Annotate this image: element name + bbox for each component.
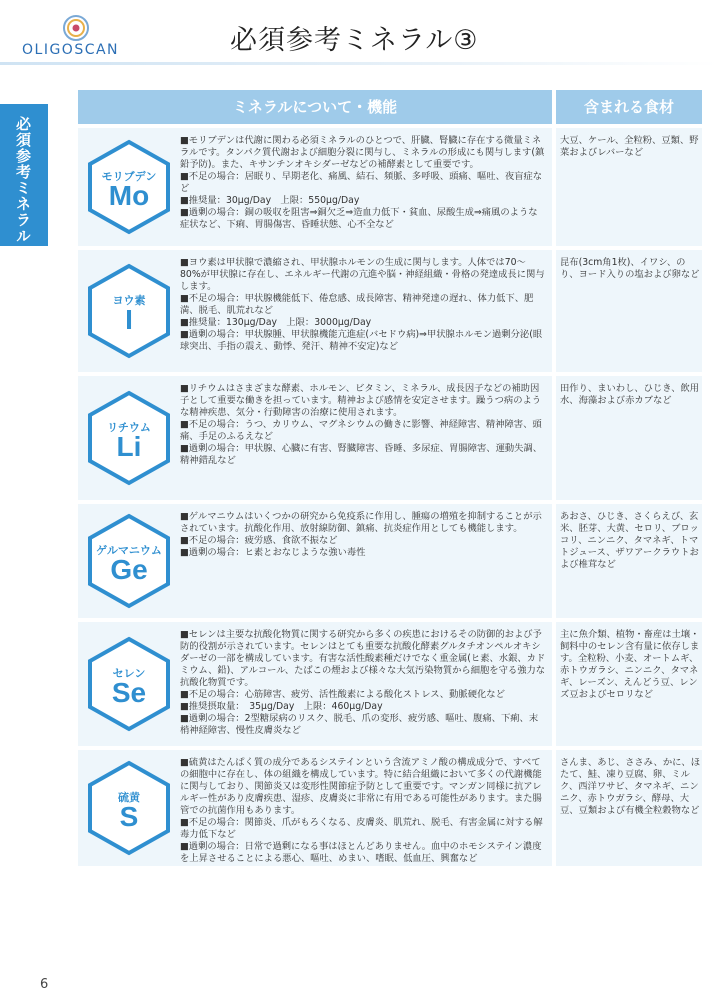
title-divider <box>0 62 718 65</box>
mineral-hexagon-badge <box>86 635 172 733</box>
header-mineral-function: ミネラルについて・機能 <box>78 90 552 124</box>
mineral-symbol: Li <box>116 431 142 462</box>
description-line: ■過剰の場合：2型糖尿病のリスク、脱毛、爪の変形、疲労感、嘔吐、腹痛、下痢、末梢神経障害、慢性皮膚炎など <box>180 713 539 736</box>
logo-text: OLIGOSCAN <box>22 42 120 58</box>
mineral-row-iodine <box>78 250 702 372</box>
mineral-description <box>180 257 546 353</box>
description-line: ■過剰の場合：銅の吸収を阻害⇒銅欠乏⇒造血力低下・貧血、尿酸生成⇒痛風のような症状など、下痢、胃腸傷害、昏睡状態、心不全など <box>180 207 538 230</box>
oligoscan-logo <box>22 14 132 56</box>
description-line: ■ヨウ素は甲状腺で濃縮され、甲状腺ホルモンの生成に関与します。人体では70～80%が甲状腺に存在し、エネルギー代謝の亢進や脳・神経組織・骨格の発達成長に関与します。 <box>180 257 545 292</box>
mineral-row-germanium <box>78 504 702 618</box>
mineral-info-cell <box>78 128 552 246</box>
mineral-description <box>180 135 546 231</box>
description-line: ■不足の場合：居眠り、早期老化、痛風、結石、頻脈、多呼吸、頭痛、嘔吐、夜盲症など <box>180 171 543 194</box>
description-line: ■過剰の場合：甲状腺、心臓に有害、腎臓障害、昏睡、多尿症、胃腸障害、運動失調、精神錯乱など <box>180 443 543 466</box>
description-line: ■不足の場合：甲状腺機能低下、倦怠感、成長障害、精神発達の遅れ、体力低下、肥満、脱毛、肌荒れなど <box>180 293 534 316</box>
mineral-hexagon-badge <box>86 512 172 610</box>
description-line: ■不足の場合：疲労感、食欲不振など <box>180 535 338 546</box>
foods-cell <box>556 504 702 618</box>
mineral-symbol: Se <box>111 677 147 708</box>
header-foods: 含まれる食材 <box>556 90 702 124</box>
foods-text: 田作り、まいわし、ひじき、飲用水、海藻および赤カブなど <box>560 383 700 406</box>
mineral-info-cell <box>78 250 552 372</box>
foods-text: 大豆、ケール、全粒粉、豆類、野菜およびレバーなど <box>560 135 699 158</box>
description-line: ■推奨量：30μg/Day 上限：550μg/Day <box>180 195 360 206</box>
mineral-symbol: Ge <box>110 554 148 585</box>
foods-cell <box>556 376 702 500</box>
mineral-name: セレン <box>112 667 146 680</box>
mineral-name: モリブデン <box>101 170 157 183</box>
table-header <box>78 90 702 124</box>
foods-cell <box>556 750 702 866</box>
description-line: ■推奨摂取量： 35μg/Day 上限：460μg/Day <box>180 701 383 712</box>
mineral-info-cell <box>78 504 552 618</box>
foods-cell <box>556 622 702 746</box>
foods-text: さんま、あじ、ささみ、かに、ほたて、鮭、凍り豆腐、卵、ミルク、西洋ワサビ、タマネギ、ニンニク、赤トウガラシ、酵母、大豆、豆類および有機全粒穀物など <box>560 757 701 816</box>
mineral-row-lithium <box>78 376 702 500</box>
mineral-info-cell <box>78 750 552 866</box>
mineral-row-selenium <box>78 622 702 746</box>
mineral-name: ゲルマニウム <box>96 544 162 557</box>
foods-cell <box>556 128 702 246</box>
description-line: ■硫黄はたんぱく質の成分であるシステインという含流アミノ酸の構成成分で、すべての細胞中に存在し、体の組織を構成しています。特に結合組織において多くの代謝機能に関与しており、関節炎又は変形性関節症予防として重要です。マンガン同様に抗アレルギー性があり皮膚疾患、湿疹、皮膚炎に非常に有用である可能性があります。また腸管での抗菌作用もあります。 <box>180 757 542 816</box>
mineral-info-cell <box>78 622 552 746</box>
foods-text: 主に魚介類、植物・畜産は土壌・飼料中のセレン含有量に依存します。全粒粉、小麦、オートムギ、赤トウガラシ、ニンニク、タマネギ、レーズン、えんどう豆、レンズ豆およびセロリなど <box>560 629 700 700</box>
side-tab-label: 必須参考ミネラル <box>14 116 32 244</box>
mineral-description <box>180 511 546 559</box>
oligoscan-logo-icon <box>62 14 90 42</box>
mineral-symbol: I <box>125 304 133 335</box>
mineral-info-cell <box>78 376 552 500</box>
mineral-hexagon-badge <box>86 759 172 857</box>
description-line: ■推奨量：130μg/Day 上限：3000μg/Day <box>180 317 372 328</box>
description-line: ■過剰の場合：ヒ素とおなじような強い毒性 <box>180 547 366 558</box>
mineral-hexagon-badge <box>86 262 172 360</box>
mineral-hexagon-badge <box>86 389 172 487</box>
mineral-name: リチウム <box>107 421 151 434</box>
description-line: ■不足の場合：うつ、カリウム、マグネシウムの働きに影響、神経障害、精神障害、頭痛、手足のふるえなど <box>180 419 542 442</box>
side-tab <box>0 104 48 246</box>
mineral-description <box>180 629 546 737</box>
description-line: ■過剰の場合：日常で過剰になる事はほとんどありません。血中のホモシステイン濃度を上昇させることによる悪心、嘔吐、めまい、嗜眠、低血圧、興奮など <box>180 841 542 864</box>
mineral-name: ヨウ素 <box>112 294 146 307</box>
mineral-row-molybdenum <box>78 128 702 246</box>
mineral-symbol: Mo <box>108 180 150 211</box>
mineral-row-sulfur <box>78 750 702 866</box>
mineral-description <box>180 757 546 865</box>
page-title: 必須参考ミネラル③ <box>230 25 479 56</box>
foods-cell <box>556 250 702 372</box>
mineral-hexagon-badge <box>86 138 172 236</box>
page-number: 6 <box>40 977 49 992</box>
foods-text: あおさ、ひじき、さくらえび、玄米、胚芽、大黄、セロリ、ブロッコリ、ニンニク、タマネギ、トマトジュース、ザワアークラウトおよび椎茸など <box>560 511 699 570</box>
description-line: ■不足の場合：関節炎、爪がもろくなる、皮膚炎、肌荒れ、脱毛、有害金属に対する解毒力低下など <box>180 817 543 840</box>
mineral-symbol: S <box>119 801 139 832</box>
description-line: ■不足の場合：心筋障害、疲労、活性酸素による酸化ストレス、動脈硬化など <box>180 689 505 700</box>
mineral-name: 硫黄 <box>118 791 140 804</box>
foods-text: 昆布(3cm角1枚)、イワシ、のり、ヨード入りの塩および卵など <box>560 257 700 280</box>
mineral-description <box>180 383 546 467</box>
description-line: ■過剰の場合：甲状腺腫、甲状腺機能亢進症(バセドウ病)⇒甲状腺ホルモン過剰分泌(眼球突出、手指の震え、動悸、発汗、精神不安定)など <box>180 329 543 352</box>
description-line: ■リチウムはさまざまな酵素、ホルモン、ビタミン、ミネラル、成長因子などの補助因子として重要な働きを担っています。精神および感情を安定させます。躁うつ病のような精神疾患、気分・行動障害の治療に使用されます。 <box>180 383 542 418</box>
description-line: ■セレンは主要な抗酸化物質に関する研究から多くの疾患におけるその防御的および予防的役割が示されています。セレンはとても重要な抗酸化酵素グルタチオンペルオキシダーゼの一部を構成しています。有害な活性酸素種だけでなく重金属(ヒ素、水銀、カドミウム、鉛)、アルコール、たばこの煙および様々な大気汚染物質から細胞を守る強力な抗酸化物質です。 <box>180 629 546 688</box>
description-line: ■モリブデンは代謝に関わる必須ミネラルのひとつで、肝臓、腎臓に存在する微量ミネラルです。タンパク質代謝および細胞分裂に関与し、ミネラルの形成にも関与します(鎮鉛予防)。また、キサンチンオキシダーゼなどの補酵素として重要です。 <box>180 135 545 170</box>
description-line: ■ゲルマニウムはいくつかの研究から免疫系に作用し、腫瘍の増殖を抑制することが示されています。抗酸化作用、放射線防御、鎮痛、抗炎症作用としても機能します。 <box>180 511 542 534</box>
